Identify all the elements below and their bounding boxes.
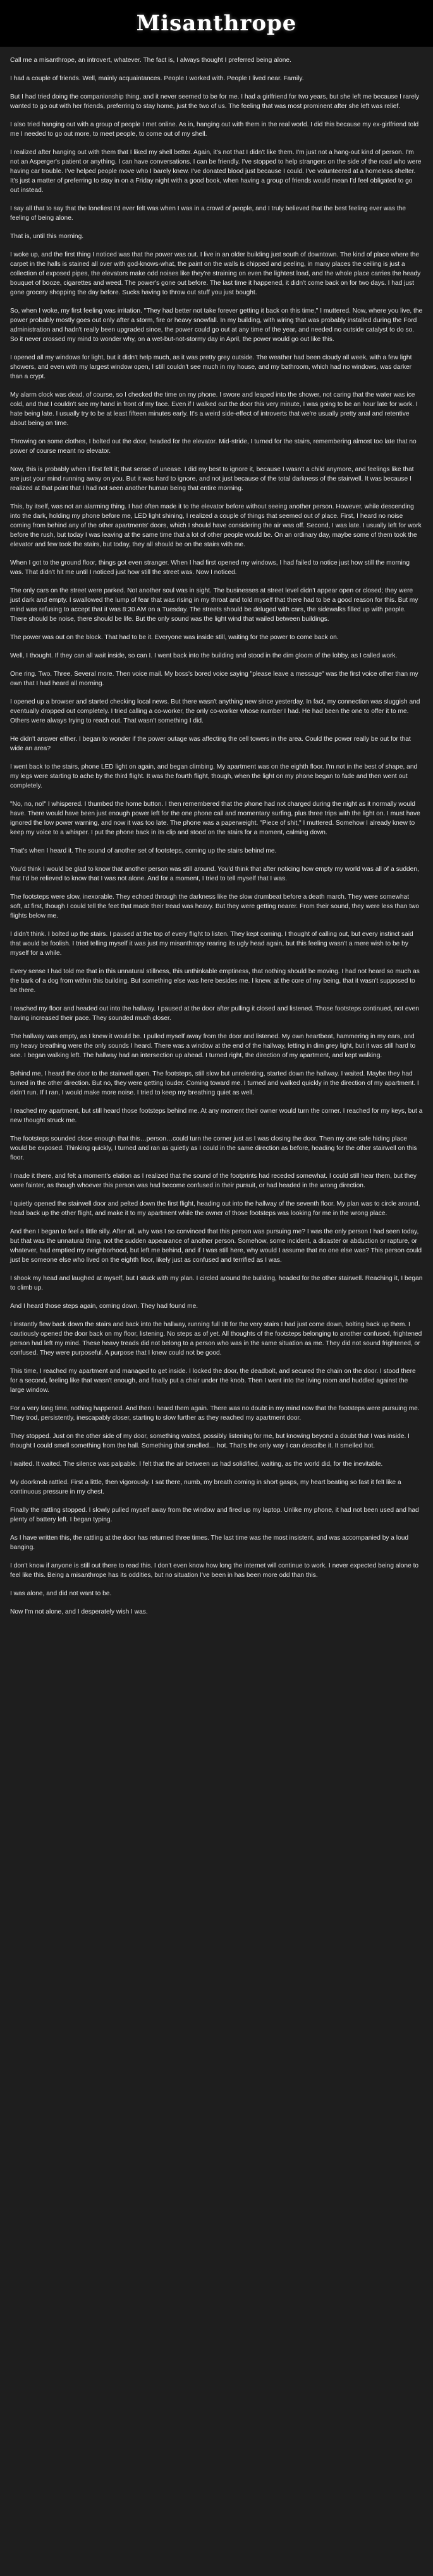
story-paragraph: But I had tried doing the companionship thing, and it never seemed to be for me. I had a girlfriend for two years, but she left me because I rarely wanted to go out with her friends, preferring to stay home, just the two of us. The feeling that was most prominent after she left was relief.: [10, 93, 420, 110]
story-paragraph: I shook my head and laughed at myself, but I stuck with my plan. I circled around the building, headed for the other stairwell. Reaching it, I began to climb up.: [10, 1275, 423, 1291]
story-paragraph: Now, this is probably when I first felt it; that sense of unease. I did my best to ignore it, because I wasn't a child anymore, and feelings like that are just your mind running away on you. But it was hard to ignore, and not just because of the total darkness of the stairwell. It was because I realized at that point that I had not seen another human being that entire morning.: [10, 466, 414, 492]
story-paragraph: Behind me, I heard the door to the stairwell open. The footsteps, still slow but unrelenting, started down the hallway. I waited. Maybe they had turned in the other direction. But no, they were getting louder. Coming toward me. I turned and walked quickly in the direction of my apartment. I didn't run. If I ran, I would make more noise. I tried to keep my breathing quiet as well.: [10, 1070, 419, 1096]
story-paragraph: I was alone, and did not want to be.: [10, 1590, 112, 1597]
story-paragraph: The footsteps were slow, inexorable. They echoed through the darkness like the slow drumbeat before a death march. They were somewhat soft, at first, though I could tell the feet that made their tread was heavy. But they were getting nearer. From their sound, they were less than two flights below me.: [10, 894, 420, 920]
story-paragraph: When I got to the ground floor, things got even stranger. When I had first opened my windows, I had failed to notice just how still the morning was. That didn't hit me until I noticed just how still the street was. Now I noticed.: [10, 560, 410, 576]
story-paragraph: Well, I thought. If they can all wait inside, so can I. I went back into the building and stood in the dim gloom of the lobby, as I called work.: [10, 652, 398, 659]
story-paragraph: For a very long time, nothing happened. And then I heard them again. There was no doubt in my mind now that the footsteps were pursuing me. They trod, persistently, inescapably closer, starting to slow further as they reached my apartment door.: [10, 1405, 420, 1422]
story-paragraph: I opened all my windows for light, but it didn't help much, as it was pretty grey outside. The weather had been cloudy all week, with a few light showers, and even with my largest window open, I still couldn't see much in my house, and my bathroom, which had no windows, was darker than a crypt.: [10, 354, 412, 380]
story-paragraph: Throwing on some clothes, I bolted out the door, headed for the elevator. Mid-stride, I turned for the stairs, remembering almost too late that no power of course meant no elevator.: [10, 438, 417, 455]
story-paragraph: I instantly flew back down the stairs and back into the hallway, running full tilt for the very stairs I had just come down, bolting back up them. I cautiously opened the door back on my floor, listening. No steps as of yet. All thoughts of the footsteps belonging to another confused, frightened person had left my mind. These heavy treads did not belong to a person who was in the same situation as me. They did not sound frightened, or confused. They were purposeful. A purpose that I knew could not be good.: [10, 1321, 422, 1357]
story-paragraph: I woke up, and the first thing I noticed was that the power was out. I live in an older building just south of downtown. The kind of place where the carpet in the halls is stained all over with god-knows-what, the paint on the walls is chipped and peeling, in many places the ceiling is just a collection of exposed pipes, the elevators make odd noises like they're straining on even the lightest load, and the whole place carries the heady bouquet of booze, cigarettes and weed. The power's gone out before. The last time it happened, it didn't come back on for two days. I had just gone grocery shopping the day before. Sucks having to throw out stuff you just bought.: [10, 251, 421, 296]
story-paragraph: My doorknob rattled. First a little, then vigorously. I sat there, numb, my breath coming in short gasps, my heart beating so fast it felt like a continuous pressure in my chest.: [10, 1479, 401, 1495]
story-paragraph: Call me a misanthrope, an introvert, whatever. The fact is, I always thought I preferred being alone.: [10, 57, 291, 64]
story-paragraph: One ring. Two. Three. Several more. Then voice mail. My boss's bored voice saying "please leave a message" was the first voice other than my own that I had heard all morning.: [10, 671, 418, 687]
story-paragraph: Every sense I had told me that in this unnatural stillness, this unthinkable emptiness, that nothing should be moving. I had not heard so much as the bark of a dog from within this building. But something else was here besides me. I knew, at the core of my being, that it wasn't supposed to be there.: [10, 968, 420, 994]
story-paragraph: I reached my floor and headed out into the hallway. I paused at the door after pulling it closed and listened. Those footsteps continued, not even having increased their pace. They sounded much closer.: [10, 1005, 419, 1022]
story-paragraph: The footsteps sounded close enough that this…person…could turn the corner just as I was closing the door. Then my one safe hiding place would be exposed. Thinking quickly, I turned and ran as quietly as I could in the same direction as before, heading for the other stairwell on this floor.: [10, 1135, 417, 1161]
story-paragraph: I had a couple of friends. Well, mainly acquaintances. People I worked with. People I lived near. Family.: [10, 75, 304, 82]
story-paragraph: I opened up a browser and started checking local news. But there wasn't anything new since yesterday. In fact, my connection was sluggish and eventually dropped out completely. I tried calling a co-worker, the only co-worker whose number I had. He had been the one to offer it to me. Others were always trying to reach out. That wasn't something I did.: [10, 698, 420, 724]
story-paragraph: Now I'm not alone, and I desperately wish I was.: [10, 1609, 148, 1615]
story-paragraph: That is, until this morning.: [10, 233, 84, 240]
story-title: Misanthrope: [136, 11, 297, 36]
story-paragraph: Finally the rattling stopped. I slowly pulled myself away from the window and fired up my laptop. Unlike my phone, it had not been used and had plenty of battery left. I began typing.: [10, 1507, 419, 1523]
story-paragraph: He didn't answer either. I began to wonder if the power outage was affecting the cell towers in the area. Could the power really be out for that wide an area?: [10, 736, 411, 752]
story-paragraph: I realized after hanging out with them that I liked my shell better. Again, it's not that I didn't like them. I'm just not a hang-out kind of person. I'm not an Asperger's patient or anything. I can have conversations. I can be friendly. I've stopped to help strangers on the side of the road who were having car trouble. I've helped people move who I barely knew. I've donated blood just because I could. I've volunteered at a homeless shelter. It's just a matter of preferring to stay in on a Friday night with a good book, when having a group of friends would mean I'd feel obligated to go out instead.: [10, 149, 422, 194]
story-paragraph: I say all that to say that the loneliest I'd ever felt was when I was in a crowd of people, and I truly believed that the best feeling ever was the feeling of being alone.: [10, 205, 406, 222]
story-paragraph: This, by itself, was not an alarming thing. I had often made it to the elevator before without seeing another person. However, while descending into the dark, holding my phone before me, LED light shining, I realized a couple of things that seemed out of place. First, I heard no noise coming from behind any of the other apartments' doors, which I should have considering the air was off. Second, I was late. I usually left for work before the rush, but today I was leaving at the same time that a lot of other people would be. On an ordinary day, maybe some of them took the elevator and few took the stairs, but today, they all should be on the stairs with me.: [10, 503, 422, 548]
story-paragraph: I don't know if anyone is still out there to read this. I don't even know how long the internet will continue to work. I never expected being alone to feel like this. Being a misanthrope has its oddities, but no situation I've been in has been more odd than this.: [10, 1562, 419, 1579]
story-paragraph: And then I began to feel a little silly. After all, why was I so convinced that this person was pursuing me? I was the only person I had seen today, but that was the unnatural thing, not the sudden appearance of another person. Somehow, some incident, a disaster or abduction or rapture, or whatever, had emptied my neighborhood, but left me behind, and if I was still here, why would I assume that no one else was? This person could just be someone else who lived on the eighth floor, likely just as confused and terrified as I was.: [10, 1228, 422, 1264]
story-paragraph: As I have written this, the rattling at the door has returned three times. The last time was the most insistent, and was accompanied by a loud banging.: [10, 1535, 409, 1551]
story-paragraph: You'd think I would be glad to know that another person was still around. You'd think that after noticing how empty my world was all of a sudden, that I'd be relieved to know that I was not alone. And for a moment, I tried to tell myself that I was.: [10, 866, 419, 882]
story-paragraph: They stopped. Just on the other side of my door, something waited, possibly listening for me, but knowing beyond a doubt that I was inside. I thought I could smell something from the hall. Something that smelled… hot. That's the only way I can describe it. It smelled hot.: [10, 1433, 410, 1449]
story-body: [0, 47, 433, 1617]
story-paragraph: My alarm clock was dead, of course, so I checked the time on my phone. I swore and leaped into the shower, not caring that the water was ice cold, and that I couldn't see my hand in front of my face. Even if I walked out the door this very minute, I was going to be an hour late for work. I hate being late. I usually try to be at least fifteen minutes early. It's a weird side-effect of introverts that we're usually pretty anal and retentive about being on time.: [10, 392, 418, 427]
story-paragraph: So, when I woke, my first feeling was irritation. "They had better not take forever getting it back on this time," I muttered. Now, where you live, the power probably mostly goes out only after a storm, fire or heavy snowfall. In my building, with wiring that was probably installed during the Ford administration and hadn't really been upgraded since, the power could go out at any time of the year, and needed no outside catalyst to do so. So it never crossed my mind to wonder why, on a wet-but-not-stormy day in April, the power would go out like this.: [10, 308, 423, 343]
story-paragraph: I didn't think. I bolted up the stairs. I paused at the top of every flight to listen. They kept coming. I thought of calling out, but every instinct said that would be foolish. I tried telling myself it was just my misanthropy rearing its ugly head again, but this feeling wasn't a mere wish to be by myself for a while.: [10, 931, 413, 957]
story-paragraph: I also tried hanging out with a group of people I met online. As in, hanging out with them in the real world. I did this because my ex-girlfriend told me I needed to go out more, to meet people, to come out of my shell.: [10, 121, 419, 138]
story-paragraph: That's when I heard it. The sound of another set of footsteps, coming up the stairs behind me.: [10, 848, 277, 854]
title-banner: [0, 0, 433, 47]
story-paragraph: I went back to the stairs, phone LED light on again, and began climbing. My apartment was on the eighth floor. I'm not in the best of shape, and my legs were starting to ache by the third flight. It was the fourth flight, though, when the light on my phone began to fade and then went out completely.: [10, 764, 418, 789]
story-paragraph: The only cars on the street were parked. Not another soul was in sight. The businesses at street level didn't appear open or closed; they were just dark and empty. I swallowed the lump of fear that was rising in my throat and told myself that there had to be a good reason for this. But my mind was refusing to accept that it was 8:30 AM on a Tuesday. The streets should be deluged with cars, the sidewalks filled up with people. There should be noise, there should be life. But the only sound was the light wind that wailed between buildings.: [10, 587, 418, 623]
story-paragraph: I reached my apartment, but still heard those footsteps behind me. At any moment their owner would turn the corner. I reached for my keys, but a new thought struck me.: [10, 1108, 423, 1124]
story-paragraph: I waited. It waited. The silence was palpable. I felt that the air between us had solidified, waiting, as the world did, for the inevitable.: [10, 1461, 383, 1468]
story-paragraph: This time, I reached my apartment and managed to get inside. I locked the door, the deadbolt, and secured the chain on the door. I stood there for a second, feeling like that wasn't enough, and finally put a chair under the knob. Then I went into the living room and huddled against the large window.: [10, 1368, 416, 1394]
story-paragraph: The hallway was empty, as I knew it would be. I pulled myself away from the door and listened. My own heartbeat, hammering in my ears, and my heavy breathing were the only sounds I heard. There was a window at the end of the hallway, letting in dim grey light, but it was still hard to see. I began walking left. The hallway had an intersection up ahead. I turned right, the direction of my apartment, and kept walking.: [10, 1033, 416, 1059]
story-paragraph: And I heard those steps again, coming down. They had found me.: [10, 1303, 198, 1310]
story-paragraph: I made it there, and felt a moment's elation as I realized that the sound of the footprints had receded somewhat. I could still hear them, but they were fainter, as though whoever this person was had become confused in their pursuit, or had headed in the wrong direction.: [10, 1173, 417, 1189]
story-paragraph: I quietly opened the stairwell door and pelted down the first flight, heading out into the hallway of the seventh floor. My plan was to circle around, head back up the other flight, and make it to my apartment while the owner of those footsteps was looking for me in the wrong place.: [10, 1201, 420, 1217]
story-paragraph: The power was out on the block. That had to be it. Everyone was inside still, waiting for the power to come back on.: [10, 634, 339, 641]
story-paragraph: "No, no, no!" I whispered. I thumbed the home button. I then remembered that the phone had not charged during the night as it normally would have. There would have been just enough power left for the one phone call and momentary surfing, plus three trips with the light on. I must have ignored the low power warning, and now it was too late. The phone was a paperweight. "Piece of shit," I muttered. Somehow I already knew to keep my voice to a whisper. I put the phone back in its clip and stood on the stairs for a moment, calming down.: [10, 801, 420, 836]
